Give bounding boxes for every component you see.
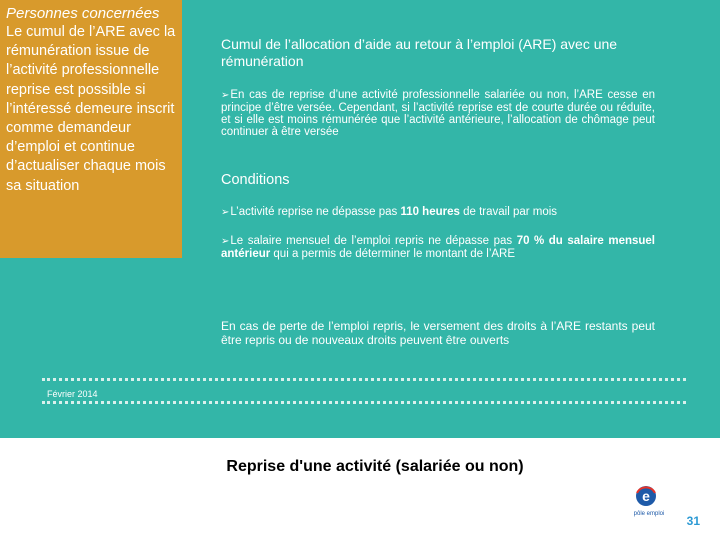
condition-1-after: de travail par mois bbox=[459, 206, 558, 218]
slide-title: Reprise d'une activité (salariée ou non) bbox=[226, 458, 524, 475]
main-heading: Cumul de l’allocation d’aide au retour à l’emploi (ARE) avec une rémunération bbox=[221, 36, 618, 69]
arrow-bullet-icon: ➢ bbox=[221, 207, 230, 218]
condition-2 bbox=[221, 235, 655, 260]
logo-wordmark: pôle emploi bbox=[633, 511, 665, 517]
intro-paragraph bbox=[221, 89, 655, 138]
dotted-divider-top bbox=[42, 378, 686, 381]
condition-1 bbox=[221, 206, 655, 219]
condition-1-bold: 110 heures bbox=[400, 206, 460, 218]
loss-note: En cas de perte de l’emploi repris, le versement des droits à l’ARE restants peut être repris ou de nouveaux droits peuvent être ouverts bbox=[221, 319, 655, 347]
pole-emploi-logo bbox=[624, 484, 674, 518]
condition-1-before: L’activité reprise ne dépasse pas bbox=[230, 206, 401, 218]
intro-text: En cas de reprise d’une activité professionnelle salariée ou non, l’ARE cesse en principe d’être versée. Cependant, si l’activité reprise est de courte durée ou réduite, et si elle est moins rémunérée que l’activité antérieure, l’allocation de chômage peut continuer à être versée bbox=[221, 89, 655, 138]
arrow-bullet-icon: ➢ bbox=[221, 90, 230, 101]
conditions-title: Conditions bbox=[221, 172, 290, 188]
condition-2-before: Le salaire mensuel de l’emploi repris ne dépasse pas bbox=[230, 235, 517, 247]
condition-2-bold: 70 % du salaire mensuel antérieur bbox=[221, 235, 655, 260]
sidebar-title: Personnes concernées bbox=[6, 5, 160, 22]
condition-2-after: qui a permis de déterminer le montant de l’ARE bbox=[270, 248, 516, 260]
logo-letter: e bbox=[642, 488, 650, 504]
sidebar-body: Le cumul de l’ARE avec la rémunération issue de l’activité professionnelle reprise est possible si l’intéressé demeure inscrit comme demandeur d’emploi et continue d’actualiser chaque mois sa situation bbox=[6, 24, 176, 194]
footer-date: Février 2014 bbox=[47, 389, 98, 399]
arrow-bullet-icon: ➢ bbox=[221, 236, 230, 247]
page-number: 31 bbox=[686, 514, 700, 528]
dotted-divider-bottom bbox=[42, 401, 686, 404]
sidebar-panel bbox=[0, 0, 182, 258]
